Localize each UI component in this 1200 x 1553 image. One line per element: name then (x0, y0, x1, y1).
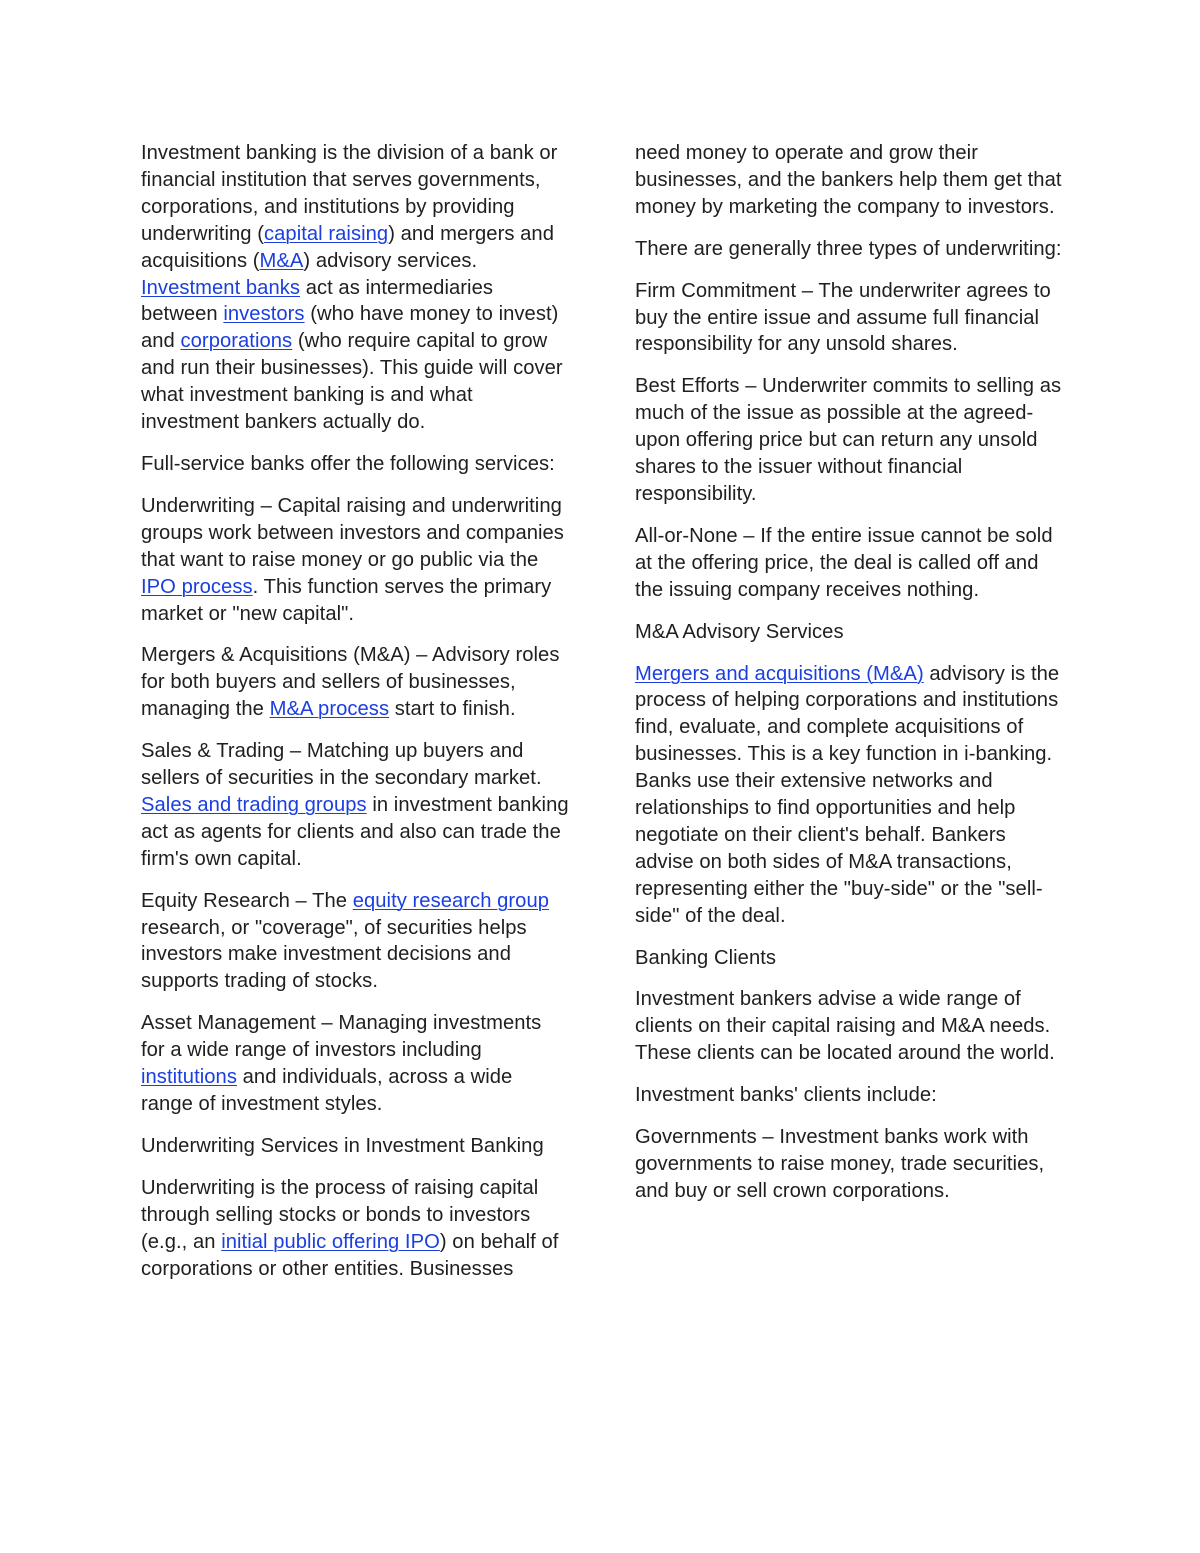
ipo-process-link[interactable]: IPO process (141, 575, 253, 598)
equity-research-group-link[interactable]: equity research group (352, 889, 550, 912)
underwriting-text-2: . This function serves the primary market or "new capital". (141, 575, 552, 625)
sales-trading-paragraph (141, 738, 569, 873)
intro-text-5: (who have money to invest) and (141, 303, 559, 353)
underwriting-services-heading: Underwriting Services in Investment Banking (141, 1134, 544, 1157)
investment-banks-link[interactable]: Investment banks (141, 276, 301, 299)
right-column (635, 140, 1063, 1220)
m-and-a-advisory-paragraph (635, 661, 1063, 930)
underwriting-definition-text-2: ) on behalf of corporations or other entities. Businesses (141, 1230, 559, 1280)
clients-include-intro: Investment banks' clients include: (635, 1084, 937, 1107)
m-and-a-text-2: start to finish. (389, 698, 516, 721)
mergers-and-acquisitions-link[interactable]: Mergers and acquisitions (M&A) (635, 662, 924, 685)
asset-management-paragraph (141, 1010, 569, 1118)
sales-trading-text-1: Sales & Trading – Matching up buyers and sellers of securities in the secondary market. (141, 740, 553, 790)
m-and-a-process-link[interactable]: M&A process (269, 698, 390, 721)
intro-text-6: (who require capital to grow and run their businesses). This guide will cover what investment banking is and what investment bankers actually do. (141, 330, 563, 434)
intro-text-3: ) advisory services. (303, 249, 478, 272)
all-or-none-paragraph: All-or-None – If the entire issue cannot be sold at the offering price, the deal is called off and the issuing company receives nothing. (635, 524, 1053, 601)
intro-text-1: Investment banking is the division of a bank or financial institution that serves governments, corporations, and institutions by providing underwriting ( (141, 142, 558, 245)
underwriting-definition-text-1: Underwriting is the process of raising capital through selling stocks or bonds to investors (e.g., an (141, 1176, 539, 1253)
underwriting-service-paragraph (141, 493, 569, 628)
capital-raising-link[interactable]: capital raising (264, 222, 389, 245)
institutions-link[interactable]: institutions (141, 1066, 237, 1089)
intro-paragraph (141, 140, 569, 436)
equity-research-text-1: Equity Research – The (141, 889, 353, 912)
firm-commitment-paragraph: Firm Commitment – The underwriter agrees to buy the entire issue and assume full financial responsibility for any unsold shares. (635, 279, 1051, 356)
m-and-a-service-paragraph (141, 642, 569, 723)
best-efforts-paragraph: Best Efforts – Underwriter commits to selling as much of the issue as possible at the agreed-upon offering price but can return any unsold shares to the issuer without financial responsibility. (635, 375, 1062, 505)
equity-research-paragraph (141, 888, 569, 996)
banking-clients-paragraph: Investment bankers advise a wide range of clients on their capital raising and M&A needs. These clients can be located around the world. (635, 988, 1055, 1065)
underwriting-types-intro: There are generally three types of underwriting: (635, 237, 1062, 260)
corporations-link[interactable]: corporations (180, 330, 293, 353)
m-and-a-text-1: Mergers & Acquisitions (M&A) – Advisory roles for both buyers and sellers of businesses, managing the (141, 644, 560, 721)
banking-clients-heading: Banking Clients (635, 946, 777, 969)
m-and-a-link[interactable]: M&A (259, 249, 304, 272)
equity-research-text-2: research, or "coverage", of securities helps investors make investment decisions and supports trading of stocks. (141, 916, 527, 993)
asset-management-text-1: Asset Management – Managing investments for a wide range of investors including (141, 1012, 542, 1062)
asset-management-text-2: and individuals, across a wide range of investment styles. (141, 1066, 513, 1115)
left-column (141, 140, 569, 1297)
intro-text-2: ) and mergers and acquisitions ( (141, 222, 554, 272)
sales-trading-groups-link[interactable]: Sales and trading groups (141, 793, 367, 816)
underwriting-continuation-paragraph: need money to operate and grow their businesses, and the bankers help them get that money by marketing the company to investors. (635, 142, 1062, 218)
m-and-a-advisory-heading: M&A Advisory Services (635, 620, 844, 643)
sales-trading-text-2: in investment banking act as agents for clients and also can trade the firm's own capital. (141, 793, 569, 870)
governments-paragraph: Governments – Investment banks work with governments to raise money, trade securities, and buy or sell crown corporations. (635, 1126, 1045, 1202)
intro-text-4: act as intermediaries between (141, 276, 493, 326)
m-and-a-advisory-text: advisory is the process of helping corporations and institutions find, evaluate, and complete acquisitions of businesses. This is a key function in i-banking. Banks use their extensive networks and relationships to find opportunities and help negotiate on their client's behalf. Bankers advise on both sides of M&A transactions, representing either the "buy-side" or the "sell-side" of the deal. (635, 662, 1060, 927)
investors-link[interactable]: investors (223, 303, 305, 326)
underwriting-definition-paragraph (141, 1175, 569, 1283)
initial-public-offering-link[interactable]: initial public offering IPO (221, 1230, 440, 1253)
services-intro-paragraph: Full-service banks offer the following services: (141, 452, 555, 475)
underwriting-text-1: Underwriting – Capital raising and underwriting groups work between investors and companies that want to raise money or go public via the (141, 494, 564, 571)
